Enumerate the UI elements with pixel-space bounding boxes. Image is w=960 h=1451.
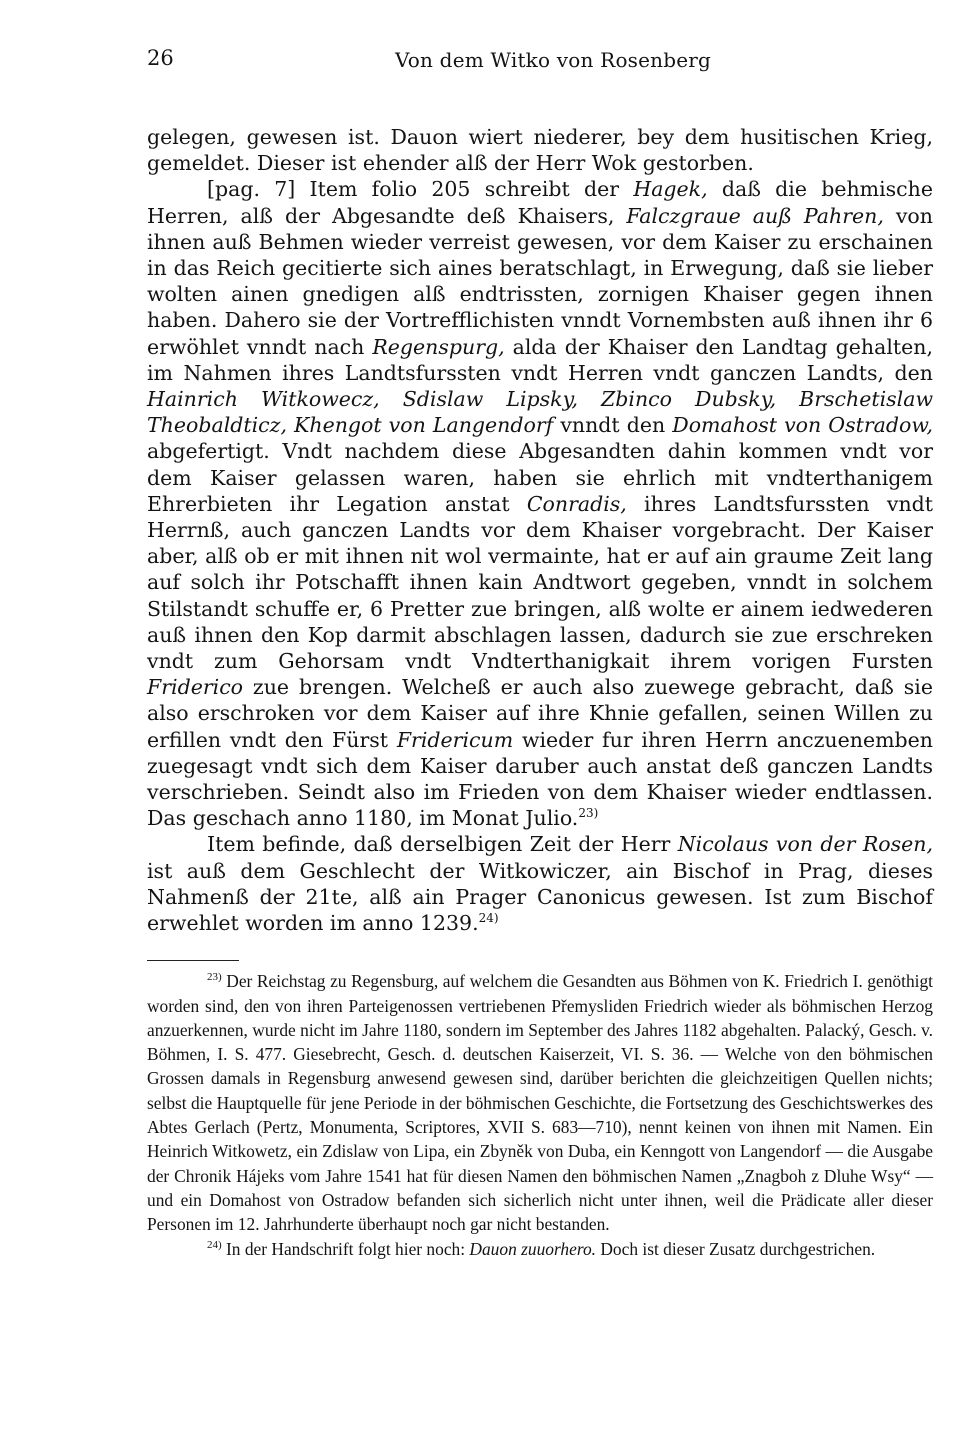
footnotes [147, 969, 933, 1261]
italic-name: Friderico [147, 675, 244, 700]
text-run: ihres Landtsfurssten vndt Herrnß, auch ganczen Landts vor dem Khaiser vorgebracht. Der Kaiser aber, alß ob er mit ihnen nit wol vermainte, hat er auf ain graume Zeit lang auf solch ihr Potschafft ihnen kain Andtwort gegeben, vnndt in solchem Stilstandt schuffe er, 6 Pretter zue bringen, alß wolte er ainem iedwederen auß ihnen den Kop darmit abschlagen lassen, dadurch sie zue erschreken vndt zum Gehorsam vndt Vndterthanigkait ihrem vorigen Fursten [147, 491, 934, 674]
footnote-text: Doch ist dieser Zusatz durchgestrichen. [596, 1238, 876, 1259]
italic-name: Domahost von Ostradow, [672, 413, 933, 438]
page-number: 26 [147, 46, 174, 70]
text-run: Item befinde, daß derselbigen Zeit der Herr [207, 832, 678, 857]
italic-name: Nicolaus von der Rosen, [677, 832, 933, 857]
paragraph-3 [147, 831, 933, 936]
paragraph-2 [147, 176, 933, 831]
footnote-divider [147, 960, 239, 961]
footnote-italic: Dauon zuuorhero. [469, 1238, 596, 1259]
footnote-ref-23[interactable]: 23) [578, 806, 599, 821]
main-text [147, 124, 933, 936]
text-run: abgefertigt. Vndt nachdem diese Abgesandten dahin kommen vndt vor dem Kaiser gelassen waren, haben sie ehrlich mit vndterthanigem Ehrerbieten ihr Legation anstat [147, 439, 933, 516]
italic-name: Falczgraue auß Pahren, [626, 203, 884, 228]
footnote-text: In der Handschrift folgt hier noch: [221, 1238, 470, 1259]
italic-name: Conradis, [526, 491, 627, 516]
running-head: Von dem Witko von Rosenberg [395, 48, 712, 72]
text-run: ist auß dem Geschlecht der Witkowiczer, ain Bischof in Prag, dieses Nahmenß der 21te, alß ain Prager Canonicus gewesen. Ist zum Bischof erwehlet worden im anno 1239. [147, 858, 933, 936]
text-run: vnndt den [553, 413, 673, 438]
italic-name: Hagek, [633, 177, 708, 202]
italic-name: Regenspurg, [372, 334, 505, 359]
footnote-ref-24[interactable]: 24) [478, 911, 499, 926]
text-run: [pag. 7] Item folio 205 schreibt der [207, 177, 634, 202]
text-run: zue brengen. Welcheß er auch also zuewege gebracht, daß sie also erschroken vor dem Kaiser auf ihre Khnie gefallen, seinen Willen zu erfillen vndt den Fürst [147, 675, 933, 752]
italic-name: Fridericum [396, 727, 514, 752]
text-run: alda der Khaiser den Landtag gehalten, im Nahmen ihres Landtsfurssten vndt Herren vndt ganczen Landts, den [147, 334, 933, 385]
page-header [147, 40, 933, 80]
footnote-23 [147, 969, 933, 1236]
footnote-mark: 23) [207, 971, 222, 984]
footnote-text: Der Reichstag zu Regensburg, auf welchem die Gesandten aus Böhmen von K. Friedrich I. genöthigt worden sind, den von ihren Parteigenossen vertriebenen Přemysliden Friedrich wieder als böhmischen Herzog anzuerkennen, wurde nicht im Jahre 1180, sondern im September des Jahres 1182 abgehalten. Palacký, Gesch. v. Böhmen, I. S. 477. Giesebrecht, Gesch. d. deutschen Kaiserzeit, VI. S. 36. — Welche von den böhmischen Grossen damals in Regensburg anwesend gewesen sind, darüber berichten die gleichzeitigen Quellen nichts; selbst die Hauptquelle für jene Periode in der böhmischen Geschichte, die Fortsetzung des Geschichtswerkes des Abtes Gerlach (Pertz, Monumenta, Scriptores, XVII S. 683—710), nennt keinen von ihnen mit Namen. Ein Heinrich Witkowetz, ein Zdislaw von Lipa, ein Zbyněk von Duba, ein Kenngott von Langendorf — die Ausgabe der Chronik Hájeks vom Jahre 1541 hat für diesen Namen den böhmischen Namen „Znagboh z Dluhe Wsy“ — und ein Domahost von Ostradow befanden sich sicherlich nicht unter ihnen, weil die Prädicate aller dieser Personen im 12. Jahrhunderte überhaupt noch gar nicht bestanden. [147, 971, 933, 1235]
italic-name: Hainrich Witkowecz, Sdislaw Lipsky, Zbinco Dubsky, Brschetislaw Theobaldticz, Khengot von Langendorf [147, 387, 933, 438]
footnote-24 [147, 1237, 933, 1261]
text-run: von ihnen auß Behmen wieder verreist gewesen, vor dem Kaiser zu erschainen in das Reich gecitierte sich aines beratschlagt, in Erwegung, daß sie lieber wolten ainen gnedigen alß endtrissten, zornigen Khaiser gegen ihnen haben. Dahero sie der Vortrefflichisten vnndt Vornembsten auß ihnen ihr 6 erwöhlet vnndt nach [147, 203, 933, 359]
paragraph-1: gelegen, gewesen ist. Dauon wiert niederer, bey dem husitischen Krieg, gemeldet. Dieser ist ehender alß der Herr Wok gestorben. [147, 125, 933, 176]
text-run: wieder fur ihren Herrn anczuenemben zuegesagt vndt sich dem Kaiser daruber auch anstat deß ganczen Landts verschrieben. Seindt also im Frieden von dem Khaiser wieder endtlassen. Das geschach anno 1180, im Monat Julio. [147, 727, 933, 831]
text-run: daß die behmische Herren, alß der Abgesandte deß Khaisers, [147, 177, 933, 228]
page [147, 40, 933, 1261]
footnote-mark: 24) [207, 1238, 222, 1251]
